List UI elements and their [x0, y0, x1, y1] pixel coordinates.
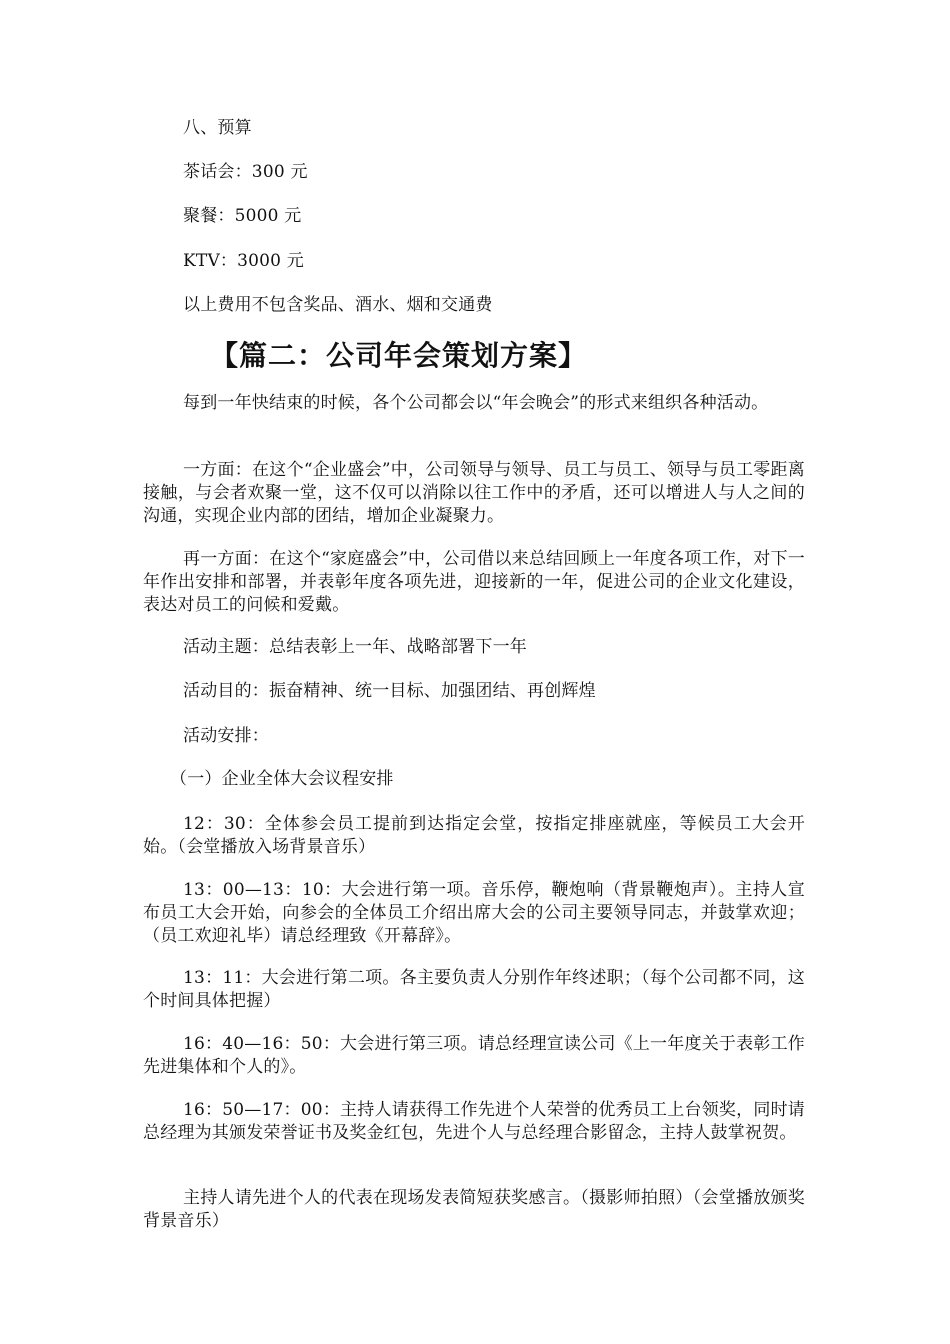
agenda-title: （一）企业全体大会议程安排: [170, 769, 394, 789]
activity-arrangement: 活动安排：: [183, 726, 269, 746]
schedule-item-1311: 13：11：大会进行第二项。各主要负责人分别作年终述职；（每个公司都不同，这个时间具体把握）: [143, 968, 805, 1011]
schedule-item-speech: 主持人请先进个人的代表在现场发表简短获奖感言。（摄影师拍照）（会堂播放颁奖背景音乐）: [143, 1188, 805, 1231]
schedule-item-1640: 16：40—16：50：大会进行第三项。请总经理宣读公司《上一年度关于表彰工作先进集体和个人的》。: [143, 1034, 805, 1077]
schedule-item-1650: 16：50—17：00：主持人请获得工作先进个人荣誉的优秀员工上台领奖，同时请总经理为其颁发荣誉证书及奖金红包，先进个人与总经理合影留念，主持人鼓掌祝贺。: [143, 1100, 805, 1143]
activity-purpose: 活动目的：振奋精神、统一目标、加强团结、再创辉煌: [183, 681, 596, 701]
budget-item-ktv: KTV：3000 元: [183, 251, 304, 271]
budget-heading: 八、预算: [183, 118, 252, 138]
schedule-item-1300: 13：00—13：10：大会进行第一项。音乐停，鞭炮响（背景鞭炮声）。主持人宣布员工大会开始，向参会的全体员工介绍出席大会的公司主要领导同志，并鼓掌欢迎；（员工欢迎礼毕）请总经理致《开幕辞》。: [143, 880, 805, 946]
activity-theme: 活动主题：总结表彰上一年、战略部署下一年: [183, 637, 527, 657]
first-aspect-paragraph: 一方面：在这个“企业盛会”中，公司领导与领导、员工与员工、领导与员工零距离接触，与会者欢聚一堂，这不仅可以消除以往工作中的矛盾，还可以增进人与人之间的沟通，实现企业内部的团结，增加企业凝聚力。: [143, 460, 805, 526]
section-title: 【篇二：公司年会策划方案】: [210, 339, 588, 372]
budget-item-dinner: 聚餐：5000 元: [183, 206, 302, 226]
budget-item-tea-party: 茶话会：300 元: [183, 162, 308, 182]
schedule-item-1230: 12：30：全体参会员工提前到达指定会堂，按指定排座就座，等候员工大会开始。（会堂播放入场背景音乐）: [143, 814, 805, 857]
intro-paragraph: 每到一年快结束的时候，各个公司都会以“年会晚会”的形式来组织各种活动。: [183, 393, 769, 413]
second-aspect-paragraph: 再一方面：在这个“家庭盛会”中，公司借以来总结回顾上一年度各项工作，对下一年作出安排和部署，并表彰年度各项先进，迎接新的一年，促进公司的企业文化建设，表达对员工的问候和爱戴。: [143, 549, 805, 615]
budget-note: 以上费用不包含奖品、酒水、烟和交通费: [183, 295, 493, 315]
